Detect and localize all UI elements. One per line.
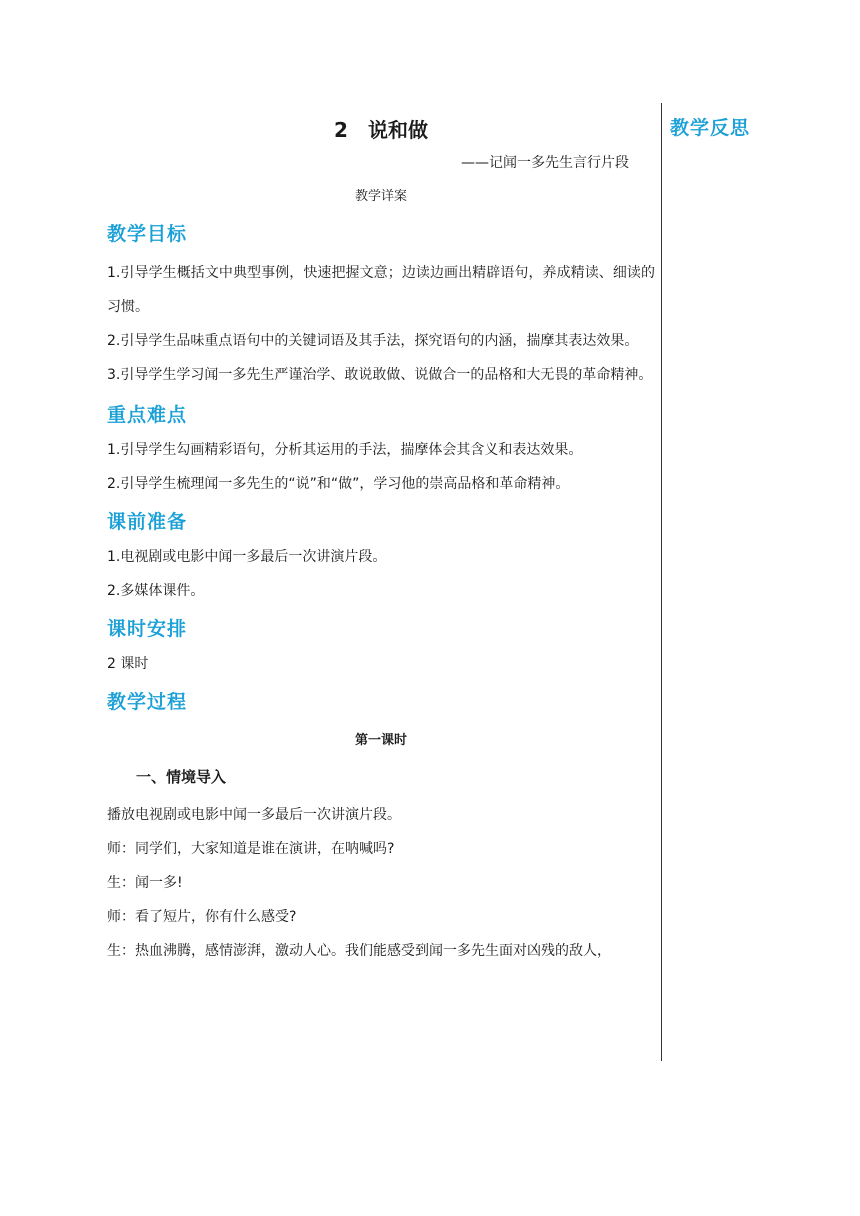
- reflection-heading: 教学反思: [670, 117, 751, 139]
- goal-item: 3.引导学生学习闻一多先生严谨治学、敢说敢做、说做合一的品格和大无畏的革命精神。: [107, 367, 653, 383]
- preparation-item: 1.电视剧或电影中闻一多最后一次讲演片段。: [107, 549, 387, 565]
- process-line: 师：看了短片，你有什么感受?: [107, 909, 297, 925]
- column-divider: [661, 103, 662, 1061]
- process-line: 师：同学们，大家知道是谁在演讲，在呐喊吗?: [107, 841, 395, 857]
- process-line: 播放电视剧或电影中闻一多最后一次讲演片段。: [107, 807, 401, 823]
- process-line: 生：热血沸腾，感情澎湃，激动人心。我们能感受到闻一多先生面对凶残的敌人，: [107, 943, 611, 959]
- goals-heading: 教学目标: [107, 223, 188, 245]
- doc-type-label: 教学详案: [354, 189, 407, 204]
- goal-item: 2.引导学生品味重点语句中的关键词语及其手法，探究语句的内涵，揣摩其表达效果。: [107, 333, 639, 349]
- key-point-item: 1.引导学生勾画精彩语句，分析其运用的手法，揣摩体会其含义和表达效果。: [107, 442, 583, 458]
- key-points-heading: 重点难点: [107, 404, 188, 426]
- schedule-heading: 课时安排: [107, 618, 188, 640]
- preparation-item: 2.多媒体课件。: [107, 583, 205, 599]
- main-column: [107, 103, 655, 968]
- process-line: 生：闻一多!: [107, 875, 183, 891]
- goal-item: 1.引导学生概括文中典型事例，快速把握文意；边读边画出精辟语句，养成精读、细读的习惯。: [107, 265, 655, 315]
- lesson-period-label: 第一课时: [354, 733, 407, 748]
- schedule-text: 2 课时: [107, 656, 149, 672]
- lesson-subtitle: ——记闻一多先生言行片段: [461, 155, 629, 171]
- key-point-item: 2.引导学生梳理闻一多先生的“说”和“做”，学习他的崇高品格和革命精神。: [107, 476, 570, 492]
- step-heading: 一、情境导入: [136, 768, 227, 786]
- preparation-heading: 课前准备: [107, 511, 188, 533]
- process-heading: 教学过程: [107, 691, 188, 713]
- lesson-title: 2 说和做: [334, 118, 428, 142]
